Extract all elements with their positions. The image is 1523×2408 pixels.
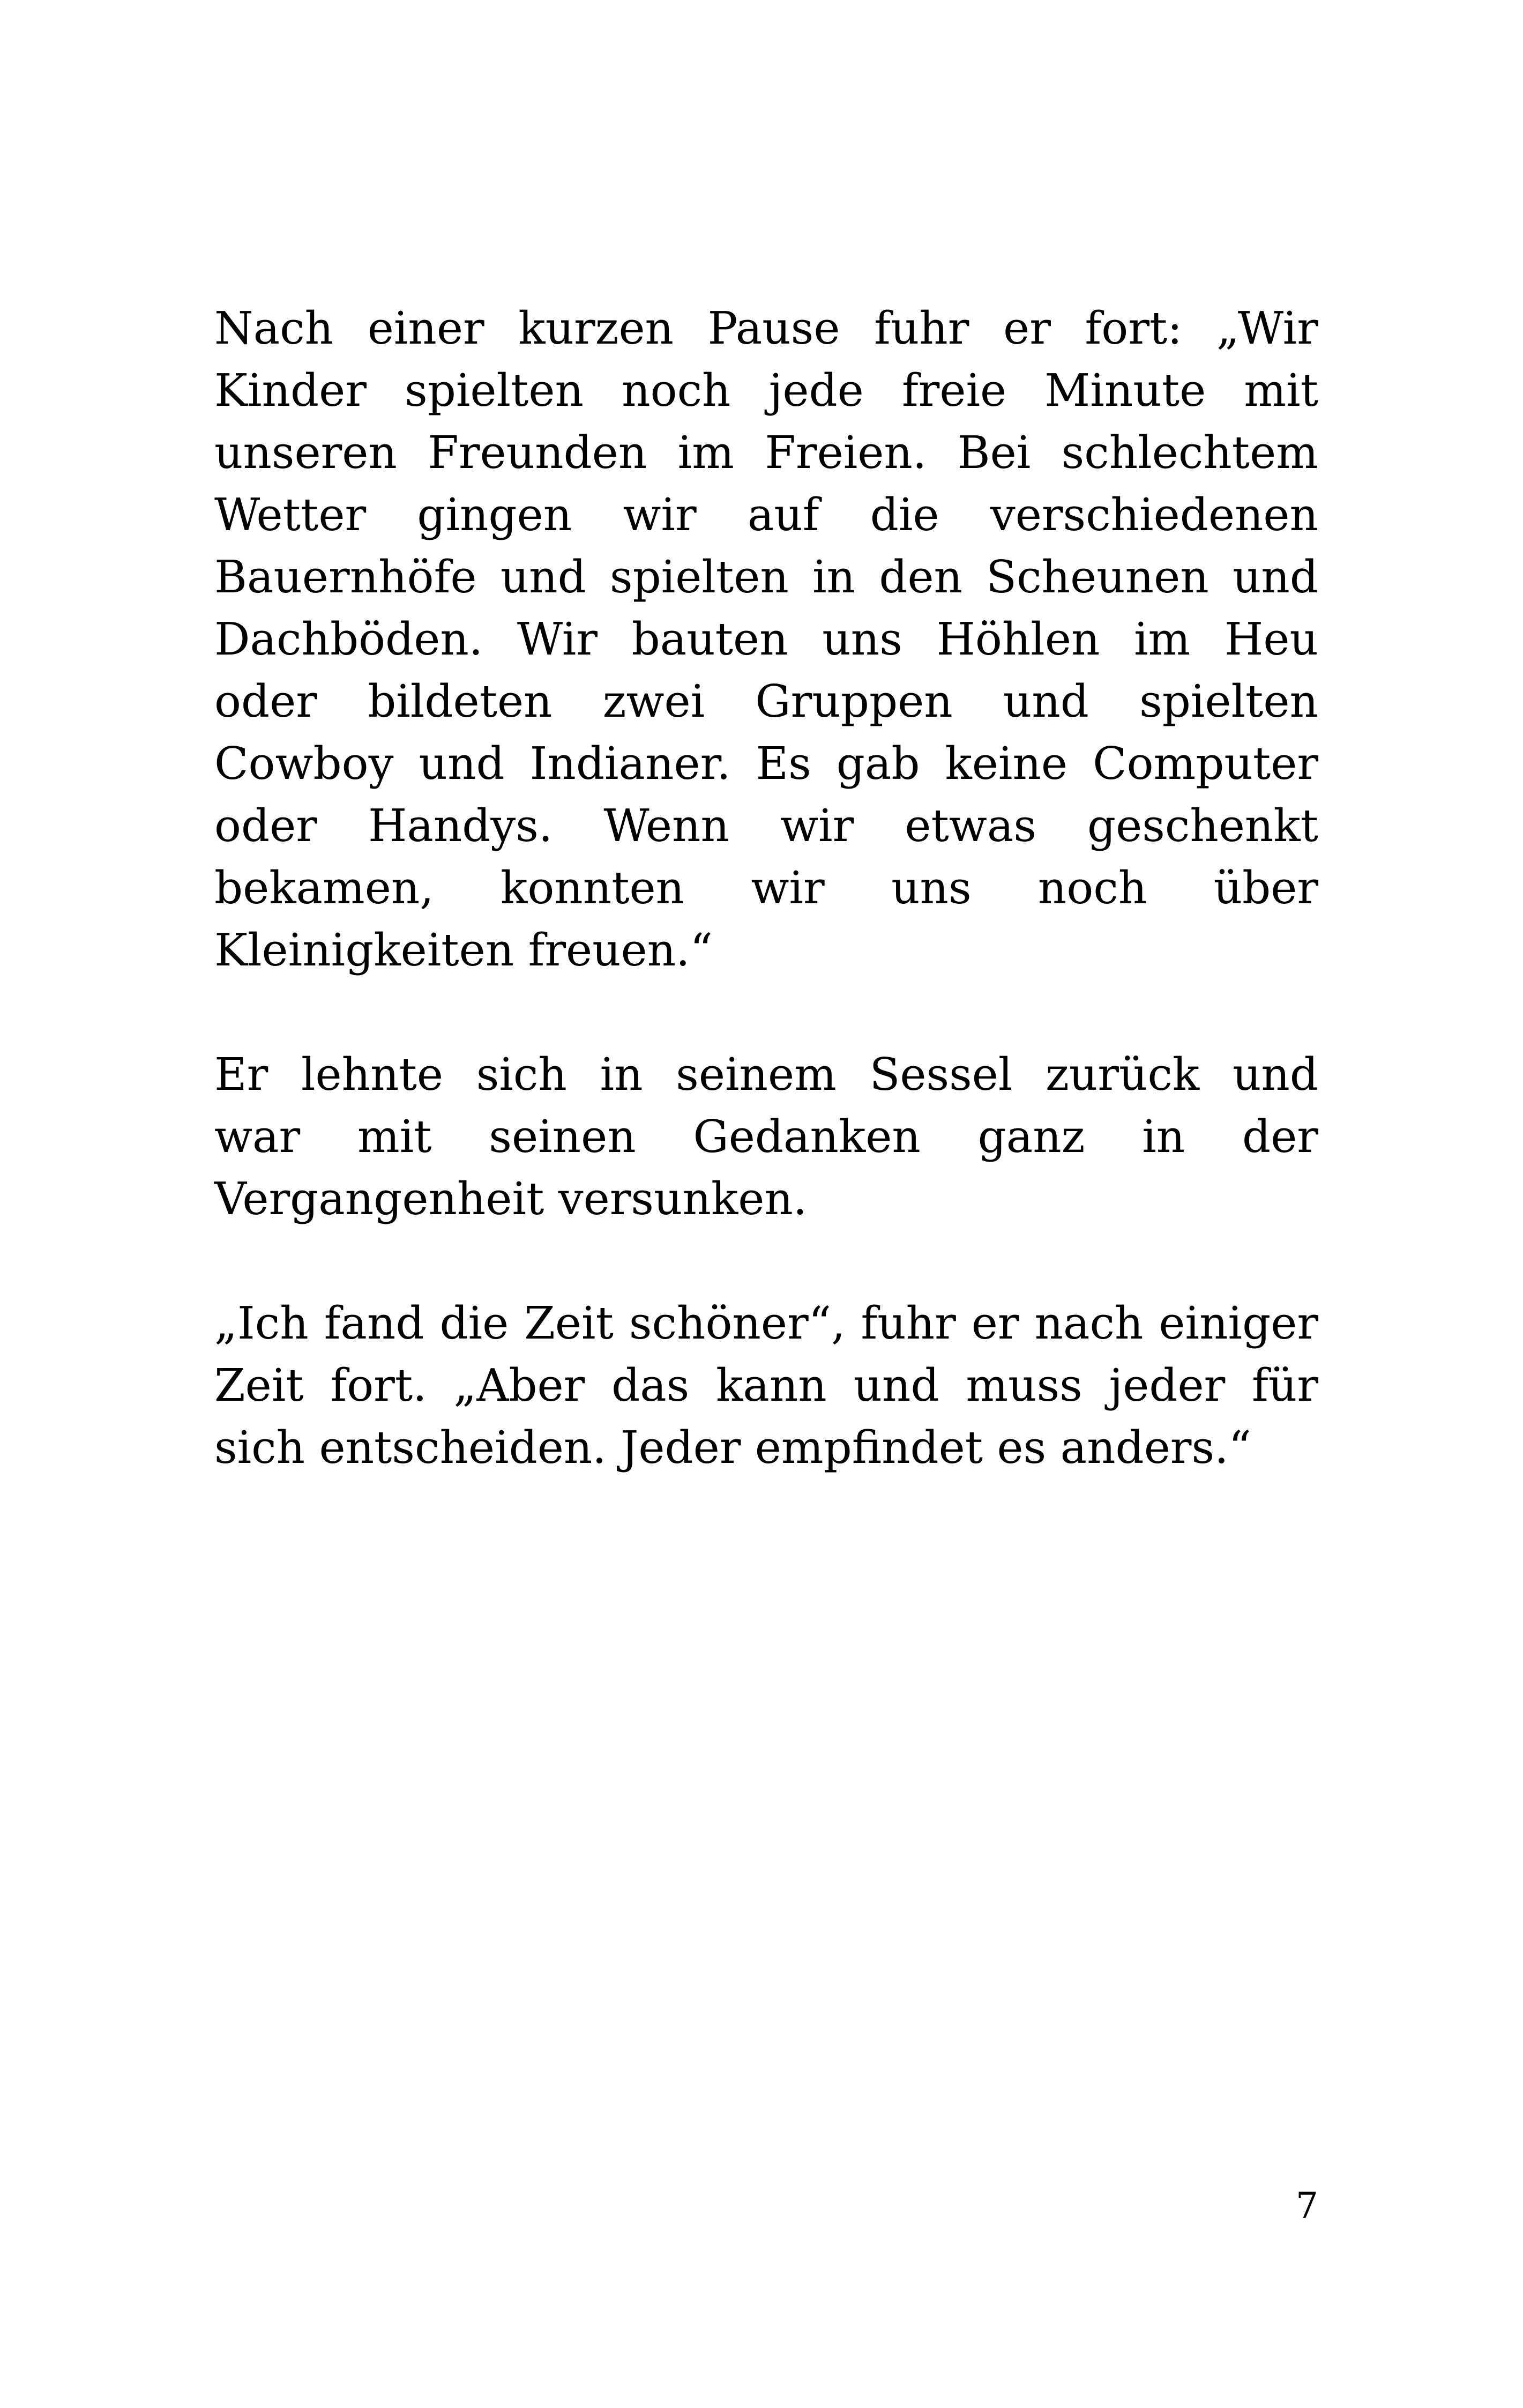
paragraph-2: [214, 1044, 1318, 1230]
text-line: Nach einer kurzen Pause fuhr er fort: „Wir: [214, 302, 1318, 354]
text-line: sich entscheiden. Jeder empfindet es anders.“: [214, 1422, 1251, 1474]
text-line: war mit seinen Gedanken ganz in der: [214, 1111, 1318, 1163]
text-line: „Ich fand die Zeit schöner“, fuhr er nach einiger: [214, 1297, 1318, 1349]
page-number: 7: [1296, 2185, 1318, 2226]
text-line: Vergangenheit versunken.: [214, 1173, 808, 1225]
text-line: unseren Freunden im Freien. Bei schlechtem: [214, 427, 1318, 479]
text-line: Kleinigkeiten freuen.“: [214, 924, 713, 976]
paragraph-1: [214, 298, 1318, 982]
text-line: bekamen, konnten wir uns noch über: [214, 862, 1318, 914]
text-line: Cowboy und Indianer. Es gab keine Computer: [214, 738, 1318, 790]
text-line: Zeit fort. „Aber das kann und muss jeder für: [214, 1359, 1318, 1411]
paragraph-3: [214, 1292, 1318, 1479]
text-line: Dachböden. Wir bauten uns Höhlen im Heu: [214, 613, 1318, 665]
text-line: oder Handys. Wenn wir etwas geschenkt: [214, 800, 1318, 852]
body-text: [214, 298, 1318, 1479]
text-line: Wetter gingen wir auf die verschiedenen: [214, 489, 1318, 541]
text-line: oder bildeten zwei Gruppen und spielten: [214, 675, 1318, 727]
text-line: Er lehnte sich in seinem Sessel zurück und: [214, 1049, 1318, 1101]
text-line: Kinder spielten noch jede freie Minute mit: [214, 365, 1318, 417]
text-line: Bauernhöfe und spielten in den Scheunen und: [214, 551, 1318, 603]
